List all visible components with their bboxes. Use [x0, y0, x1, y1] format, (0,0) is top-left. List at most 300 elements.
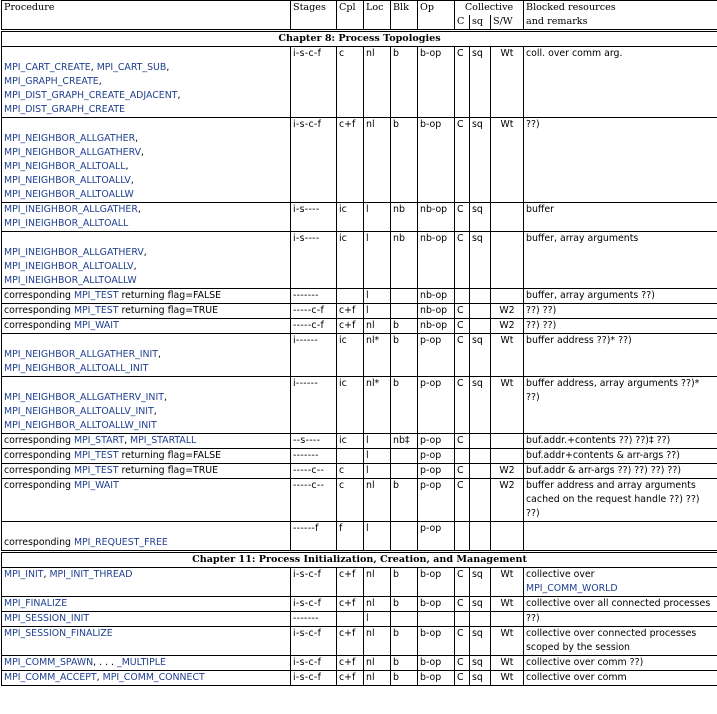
procedure-text: , [96, 672, 103, 683]
cell-c [455, 449, 470, 464]
procedure-text: , [125, 161, 129, 172]
table-row [2, 449, 717, 464]
cell-remarks [524, 568, 717, 597]
cell-remarks [524, 522, 717, 552]
cell-remarks [524, 627, 717, 656]
cell-blk: b [391, 568, 418, 597]
table-body [2, 31, 717, 686]
procedure-text: corresponding [4, 290, 74, 301]
mpi-procedure-name: _MULTIPLE [117, 657, 166, 668]
table-row [2, 479, 717, 522]
mpi-procedure-name: MPI_WAIT [73, 320, 119, 331]
procedure-line [4, 536, 288, 550]
cell-c: C [455, 597, 470, 612]
cell-stages: -----c-f [291, 304, 337, 319]
procedure-line [4, 146, 288, 160]
procedure-cell [2, 304, 291, 319]
procedure-cell [2, 568, 291, 597]
blank-line [4, 47, 288, 61]
cell-cpl: c+f [337, 656, 364, 671]
procedure-text: returning flag=FALSE [118, 290, 222, 301]
cell-loc: nl [364, 47, 391, 118]
cell-op: b-op [418, 597, 455, 612]
cell-remarks [524, 118, 717, 203]
cell-remarks [524, 377, 717, 434]
mpi-procedure-name: MPI_NEIGHBOR_ALLGATHER [4, 133, 136, 144]
cell-sq [470, 464, 491, 479]
procedure-table [1, 0, 717, 686]
cell-stages: i-s-c-f [291, 671, 337, 686]
procedure-text: returning flag=TRUE [118, 465, 219, 476]
cell-sq [470, 612, 491, 627]
remarks-text: buffer, array arguments [526, 233, 639, 244]
cell-stages: i-s-c-f [291, 627, 337, 656]
procedure-cell [2, 597, 291, 612]
cell-remarks [524, 203, 717, 232]
cell-sq [470, 319, 491, 334]
cell-sw: Wt [491, 568, 524, 597]
procedure-text: , [166, 62, 170, 73]
mpi-procedure-name: MPI_NEIGHBOR_ALLTOALLW_INIT [4, 420, 157, 431]
cell-stages: -----c-f [291, 319, 337, 334]
cell-c: C [455, 334, 470, 377]
cell-sq [470, 522, 491, 552]
cell-c: C [455, 671, 470, 686]
remarks-text: coll. over comm arg. [526, 48, 623, 59]
remarks-text: collective over all connected processes [526, 598, 711, 609]
mpi-procedure-name: MPI_INIT_THREAD [49, 569, 133, 580]
remarks-text: buffer address, array arguments ??)* ??) [526, 378, 700, 403]
cell-loc: l [364, 464, 391, 479]
cell-sw: Wt [491, 334, 524, 377]
cell-blk [391, 449, 418, 464]
table-row [2, 568, 717, 597]
remarks-text: collective over comm ??) [526, 657, 644, 668]
header-sq: sq [470, 15, 491, 31]
procedure-line [4, 449, 288, 463]
remarks-text: ??) [526, 613, 540, 624]
header-loc: Loc [364, 1, 391, 16]
cell-loc: nl [364, 597, 391, 612]
procedure-cell [2, 289, 291, 304]
cell-c: C [455, 232, 470, 289]
mpi-procedure-name: MPI_FINALIZE [4, 598, 68, 609]
cell-sq: sq [470, 671, 491, 686]
mpi-procedure-name: MPI_NEIGHBOR_ALLTOALL [4, 161, 126, 172]
procedure-text: , [135, 133, 139, 144]
header-procedure: Procedure [2, 1, 291, 16]
table-row [2, 203, 717, 232]
procedure-line [4, 464, 288, 478]
remarks-text: buffer address and array arguments cached on the request handle ??) ??) ??) [526, 480, 700, 519]
cell-stages: i-s-c-f [291, 118, 337, 203]
procedure-line [4, 479, 288, 493]
mpi-procedure-name: MPI_TEST [73, 290, 119, 301]
procedure-line [4, 174, 288, 188]
procedure-cell [2, 434, 291, 449]
mpi-procedure-name: MPI_TEST [73, 450, 119, 461]
cell-loc: l [364, 449, 391, 464]
mpi-procedure-name: MPI_INEIGHBOR_ALLTOALL [4, 218, 129, 229]
procedure-text: , [43, 569, 50, 580]
procedure-cell [2, 449, 291, 464]
cell-stages: i-s-c-f [291, 47, 337, 118]
table-row [2, 232, 717, 289]
mpi-procedure-name: MPI_INEIGHBOR_ALLGATHER [4, 204, 138, 215]
mpi-procedure-name: MPI_REQUEST_FREE [73, 537, 168, 548]
cell-remarks [524, 232, 717, 289]
procedure-line [4, 89, 288, 103]
cell-op [418, 612, 455, 627]
header-blk: Blk [391, 1, 418, 16]
cell-stages: i-s---- [291, 232, 337, 289]
procedure-cell [2, 232, 291, 289]
procedure-cell [2, 479, 291, 522]
remarks-text: buf.addr+contents & arr-args ??) [526, 450, 680, 461]
procedure-line [4, 75, 288, 89]
procedure-line [4, 319, 288, 333]
mpi-procedure-name: MPI_COMM_ACCEPT [4, 672, 97, 683]
cell-blk: b [391, 377, 418, 434]
mpi-procedure-name: MPI_CART_CREATE [4, 62, 91, 73]
procedure-line [4, 103, 288, 117]
cell-cpl: ic [337, 377, 364, 434]
cell-sw: Wt [491, 47, 524, 118]
cell-op: p-op [418, 479, 455, 522]
cell-sq [470, 449, 491, 464]
header-collective: Collective [455, 1, 524, 16]
cell-stages: ------- [291, 289, 337, 304]
mpi-procedure-name: MPI_SESSION_FINALIZE [4, 628, 113, 639]
remarks-text: collective over connected processes scoped by the session [526, 628, 697, 653]
cell-sw: Wt [491, 656, 524, 671]
cell-sw: Wt [491, 627, 524, 656]
cell-sq [470, 289, 491, 304]
procedure-text: , [140, 147, 144, 158]
cell-sw: W2 [491, 319, 524, 334]
procedure-cell [2, 334, 291, 377]
mpi-procedure-name: MPI_CART_SUB [96, 62, 167, 73]
cell-sw [491, 289, 524, 304]
cell-blk: b [391, 319, 418, 334]
cell-loc: l [364, 203, 391, 232]
cell-sw [491, 203, 524, 232]
procedure-line [4, 61, 288, 75]
cell-blk: b [391, 627, 418, 656]
cell-sq: sq [470, 568, 491, 597]
mpi-procedure-name: MPI_START [73, 435, 125, 446]
cell-c [455, 612, 470, 627]
procedure-text: corresponding [4, 450, 74, 461]
cell-loc: nl [364, 479, 391, 522]
procedure-line [4, 260, 288, 274]
cell-sq: sq [470, 334, 491, 377]
cell-remarks [524, 597, 717, 612]
cell-cpl: c+f [337, 671, 364, 686]
cell-op: p-op [418, 334, 455, 377]
cell-stages: ------f [291, 522, 337, 552]
mpi-procedure-name: MPI_DIST_GRAPH_CREATE [4, 104, 126, 115]
header-c: C [455, 15, 470, 31]
cell-remarks [524, 434, 717, 449]
procedure-text: corresponding [4, 465, 74, 476]
procedure-line [4, 217, 288, 231]
cell-op: p-op [418, 377, 455, 434]
cell-c: C [455, 319, 470, 334]
remarks-text: collective over comm [526, 672, 627, 683]
cell-c: C [455, 656, 470, 671]
cell-cpl [337, 612, 364, 627]
cell-c: C [455, 118, 470, 203]
procedure-text: , [133, 261, 137, 272]
cell-c: C [455, 627, 470, 656]
mpi-procedure-name: MPI_WAIT [73, 480, 119, 491]
table-row [2, 118, 717, 203]
cell-remarks [524, 671, 717, 686]
cell-loc: l [364, 289, 391, 304]
procedure-text: , [163, 392, 167, 403]
cell-sq: sq [470, 203, 491, 232]
mpi-procedure-name: MPI_TEST [73, 305, 119, 316]
header-sw: S/W [491, 15, 524, 31]
cell-c: C [455, 304, 470, 319]
cell-blk [391, 289, 418, 304]
mpi-procedure-name: MPI_NEIGHBOR_ALLTOALLV [4, 175, 131, 186]
cell-loc: l [364, 522, 391, 552]
procedure-text: returning flag=FALSE [118, 450, 222, 461]
cell-remarks [524, 656, 717, 671]
table-row [2, 671, 717, 686]
remarks-text: buffer [526, 204, 555, 215]
cell-sw: W2 [491, 464, 524, 479]
cell-sw [491, 612, 524, 627]
remarks-text: collective over [526, 569, 595, 580]
chapter-title: Chapter 11: Process Initialization, Creation, and Management [2, 552, 717, 568]
procedure-text: corresponding [4, 435, 74, 446]
cell-sw [491, 232, 524, 289]
table-row [2, 627, 717, 656]
cell-cpl: ic [337, 334, 364, 377]
cell-loc: nl* [364, 334, 391, 377]
table-row [2, 47, 717, 118]
cell-sw: Wt [491, 597, 524, 612]
cell-stages: ------- [291, 449, 337, 464]
procedure-line [4, 289, 288, 303]
cell-stages: ------- [291, 612, 337, 627]
procedure-cell [2, 464, 291, 479]
mpi-procedure-name: MPI_COMM_CONNECT [102, 672, 205, 683]
cell-op: b-op [418, 118, 455, 203]
procedure-text: corresponding [4, 480, 74, 491]
remarks-text: buf.addr.+contents ??) ??)‡ ??) [526, 435, 671, 446]
cell-sw: W2 [491, 479, 524, 522]
cell-cpl: c+f [337, 304, 364, 319]
cell-op: nb-op [418, 304, 455, 319]
procedure-text: , [124, 435, 131, 446]
cell-op: b-op [418, 671, 455, 686]
cell-cpl: ic [337, 434, 364, 449]
cell-cpl: f [337, 522, 364, 552]
cell-remarks [524, 449, 717, 464]
cell-cpl: ic [337, 203, 364, 232]
procedure-line [4, 391, 288, 405]
cell-sw [491, 522, 524, 552]
cell-blk [391, 612, 418, 627]
cell-sq [470, 479, 491, 522]
cell-blk: nb [391, 203, 418, 232]
cell-op: nb-op [418, 203, 455, 232]
cell-remarks [524, 304, 717, 319]
cell-loc: nl* [364, 377, 391, 434]
procedure-text: returning flag=TRUE [118, 305, 219, 316]
procedure-text: , [153, 406, 157, 417]
chapter-heading-row [2, 552, 717, 568]
procedure-cell [2, 47, 291, 118]
procedure-line [4, 405, 288, 419]
cell-cpl: c+f [337, 319, 364, 334]
cell-sq: sq [470, 377, 491, 434]
remarks-text: buffer address ??)* ??) [526, 335, 632, 346]
procedure-text: corresponding [4, 305, 74, 316]
cell-blk: b [391, 479, 418, 522]
procedure-text: , [177, 90, 181, 101]
cell-cpl: c+f [337, 568, 364, 597]
cell-sq: sq [470, 656, 491, 671]
cell-op: p-op [418, 522, 455, 552]
cell-blk: b [391, 47, 418, 118]
mpi-procedure-name: MPI_NEIGHBOR_ALLGATHERV [4, 147, 141, 158]
blank-line [4, 334, 288, 348]
cell-stages: i-s-c-f [291, 597, 337, 612]
procedure-text: , [98, 76, 102, 87]
procedure-cell [2, 656, 291, 671]
mpi-procedure-name: MPI_DIST_GRAPH_CREATE_ADJACENT [4, 90, 178, 101]
remarks-text: buf.addr & arr-args ??) ??) ??) ??) [526, 465, 681, 476]
cell-c: C [455, 203, 470, 232]
cell-c: C [455, 377, 470, 434]
procedure-text: , [90, 62, 97, 73]
cell-stages: i------ [291, 377, 337, 434]
mpi-procedure-name: MPI_SESSION_INIT [4, 613, 90, 624]
cell-blk: b [391, 597, 418, 612]
table-row [2, 319, 717, 334]
cell-remarks [524, 319, 717, 334]
procedure-cell [2, 522, 291, 552]
mpi-procedure-name: MPI_TEST [73, 465, 119, 476]
cell-cpl: c+f [337, 627, 364, 656]
cell-loc: l [364, 434, 391, 449]
cell-cpl: c+f [337, 597, 364, 612]
table-row [2, 334, 717, 377]
procedure-line [4, 304, 288, 318]
procedure-line [4, 612, 288, 626]
cell-c: C [455, 479, 470, 522]
cell-sq: sq [470, 627, 491, 656]
table-row [2, 464, 717, 479]
cell-blk [391, 464, 418, 479]
cell-sw [491, 449, 524, 464]
cell-stages: --s---- [291, 434, 337, 449]
mpi-procedure-name: MPI_NEIGHBOR_ALLGATHERV_INIT [4, 392, 164, 403]
procedure-line [4, 203, 288, 217]
table-row [2, 434, 717, 449]
blank-line [4, 377, 288, 391]
procedure-line [4, 671, 288, 685]
procedure-line [4, 348, 288, 362]
procedure-cell [2, 118, 291, 203]
blank-line [4, 118, 288, 132]
table-row [2, 612, 717, 627]
remarks-text: ??) ??) [526, 305, 557, 316]
mpi-procedure-name: MPI_COMM_SPAWN [4, 657, 94, 668]
cell-remarks [524, 334, 717, 377]
cell-sw: Wt [491, 671, 524, 686]
cell-cpl: c [337, 47, 364, 118]
cell-op: nb-op [418, 319, 455, 334]
cell-c: C [455, 568, 470, 597]
cell-cpl: c [337, 464, 364, 479]
cell-loc: nl [364, 568, 391, 597]
cell-stages: i-s---- [291, 203, 337, 232]
procedure-cell [2, 671, 291, 686]
cell-sw: Wt [491, 118, 524, 203]
cell-c: C [455, 47, 470, 118]
cell-remarks [524, 464, 717, 479]
header-stages: Stages [291, 1, 337, 16]
cell-c: C [455, 434, 470, 449]
remarks-text: ??) ??) [526, 320, 557, 331]
procedure-cell [2, 612, 291, 627]
cell-stages: i-s-c-f [291, 568, 337, 597]
cell-op: b-op [418, 656, 455, 671]
procedure-cell [2, 203, 291, 232]
mpi-procedure-name: MPI_INEIGHBOR_ALLGATHERV [4, 247, 144, 258]
cell-cpl: c [337, 479, 364, 522]
mpi-procedure-name: MPI_INIT [4, 569, 44, 580]
procedure-line [4, 627, 288, 641]
mpi-procedure-name: MPI_STARTALL [130, 435, 197, 446]
cell-c [455, 289, 470, 304]
procedure-cell [2, 319, 291, 334]
table-row [2, 304, 717, 319]
cell-remarks [524, 612, 717, 627]
cell-sw [491, 434, 524, 449]
cell-op: p-op [418, 434, 455, 449]
procedure-line [4, 274, 288, 288]
cell-stages: i------ [291, 334, 337, 377]
procedure-line [4, 568, 288, 582]
header-op: Op [418, 1, 455, 16]
cell-loc: l [364, 304, 391, 319]
cell-cpl: c+f [337, 118, 364, 203]
remarks-text: buffer, array arguments ??) [526, 290, 655, 301]
cell-loc: l [364, 232, 391, 289]
cell-blk: nb‡ [391, 434, 418, 449]
cell-remarks [524, 479, 717, 522]
cell-op: nb-op [418, 289, 455, 304]
remarks-mpi-name: MPI_COMM_WORLD [526, 583, 618, 594]
cell-op: p-op [418, 449, 455, 464]
cell-sq: sq [470, 118, 491, 203]
cell-op: b-op [418, 627, 455, 656]
cell-blk: b [391, 118, 418, 203]
header-blocked-resources: Blocked resources [524, 1, 717, 16]
cell-loc: nl [364, 319, 391, 334]
chapter-heading-row [2, 31, 717, 47]
cell-blk [391, 304, 418, 319]
mpi-procedure-name: MPI_NEIGHBOR_ALLTOALLV_INIT [4, 406, 154, 417]
cell-cpl [337, 449, 364, 464]
